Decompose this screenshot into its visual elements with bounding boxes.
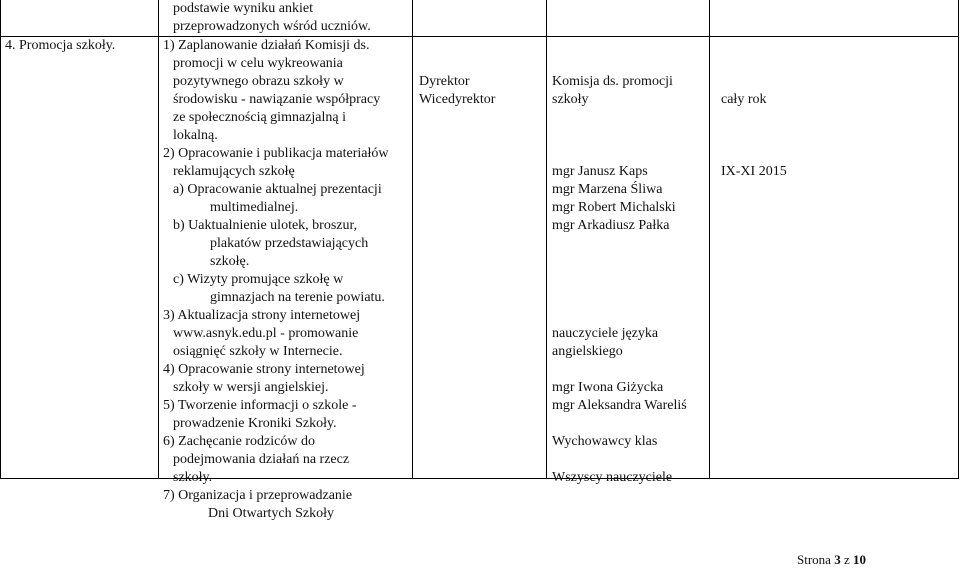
task-line: szkoły. (173, 470, 213, 485)
task-line: środowisku - nawiązanie współpracy (173, 92, 381, 107)
page-of-label: z (843, 552, 850, 567)
executor-line: nauczyciele języka (552, 326, 659, 341)
task-line: szkołę. (210, 254, 250, 269)
executor-line: Komisja ds. promocji (552, 74, 673, 89)
executor-line: mgr Janusz Kaps (552, 164, 648, 179)
task-line: szkoły w wersji angielskiej. (173, 380, 329, 395)
task-line: b) Uaktualnienie ulotek, broszur, (173, 218, 358, 233)
task-line: a) Opracowanie aktualnej prezentacji (173, 182, 382, 197)
task-line: pozytywnego obrazu szkoły w (173, 74, 344, 89)
responsible-line: Dyrektor (419, 74, 470, 89)
table-border-bottom (0, 478, 959, 479)
executor-line: mgr Aleksandra Wareliś (552, 398, 687, 413)
responsible-line: Wicedyrektor (419, 92, 496, 107)
executor-line: angielskiego (552, 344, 623, 359)
task-line: podejmowania działań na rzecz (173, 452, 350, 467)
section-title: 4. Promocja szkoły. (5, 38, 116, 53)
executor-line: szkoły (552, 92, 589, 107)
column-divider-2 (412, 0, 413, 478)
table-border-right (958, 0, 959, 478)
task-line: gimnazjach na terenie powiatu. (210, 290, 385, 305)
task-line: Dni Otwartych Szkoły (208, 506, 334, 521)
deadline-line: IX-XI 2015 (721, 164, 787, 179)
total-pages: 10 (852, 552, 866, 567)
current-page: 3 (834, 552, 841, 567)
task-line: osiągnięć szkoły w Internecie. (173, 344, 343, 359)
task-line: 5) Tworzenie informacji o szkole - (163, 398, 357, 413)
executor-line: mgr Iwona Giżycka (552, 380, 664, 395)
task-line: reklamujących szkołę (173, 164, 295, 179)
task-line: multimedialnej. (210, 200, 299, 215)
deadline-line: cały rok (721, 92, 767, 107)
executor-line: Wychowawcy klas (552, 434, 658, 449)
column-divider-1 (158, 0, 159, 478)
column-divider-3 (546, 0, 547, 478)
executor-line: Wszyscy nauczyciele (552, 470, 673, 485)
task-line: 2) Opracowanie i publikacja materiałów (163, 146, 389, 161)
executor-line: mgr Marzena Śliwa (552, 182, 663, 197)
task-line: 1) Zaplanowanie działań Komisji ds. (163, 38, 370, 53)
task-line: 7) Organizacja i przeprowadzanie (163, 488, 353, 503)
task-line: plakatów przedstawiających (210, 236, 369, 251)
task-line: 3) Aktualizacja strony internetowej (163, 308, 361, 323)
executor-line: mgr Arkadiusz Pałka (552, 218, 670, 233)
task-line: promocji w celu wykreowania (173, 56, 343, 71)
executor-line: mgr Robert Michalski (552, 200, 676, 215)
prev-row-text: podstawie wyniku ankiet (173, 1, 313, 16)
task-line: ze społecznością gimnazjalną i (173, 110, 346, 125)
task-line: 4) Opracowanie strony internetowej (163, 362, 365, 377)
prev-row-text: przeprowadzonych wśród uczniów. (173, 19, 371, 34)
table-border-left (0, 0, 1, 478)
task-line: www.asnyk.edu.pl - promowanie (173, 326, 359, 341)
column-divider-4 (709, 0, 710, 478)
task-line: prowadzenie Kroniki Szkoły. (173, 416, 337, 431)
task-line: lokalną. (173, 128, 218, 143)
task-line: c) Wizyty promujące szkołę w (173, 272, 344, 287)
page-number (797, 551, 866, 569)
row-divider (0, 36, 959, 37)
page-label: Strona (797, 552, 831, 567)
task-line: 6) Zachęcanie rodziców do (163, 434, 315, 449)
